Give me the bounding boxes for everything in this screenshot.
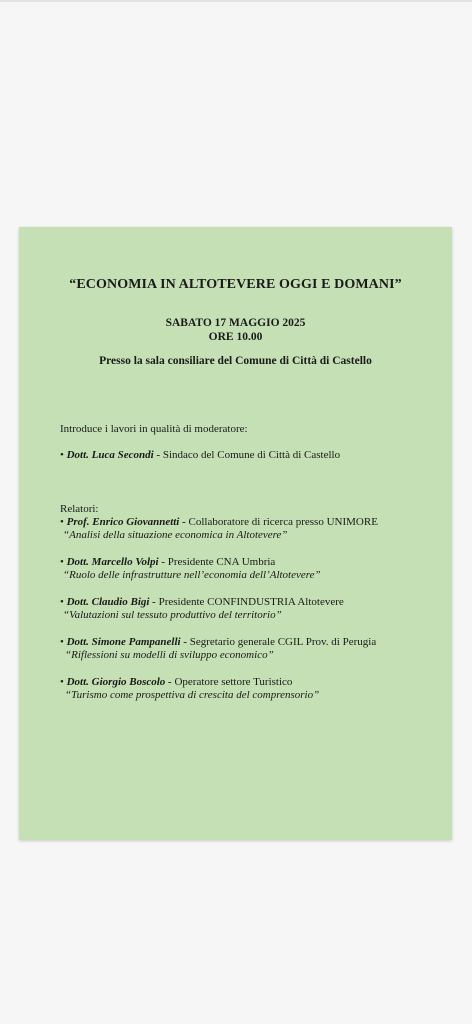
event-time: ORE 10.00	[208, 331, 263, 343]
speaker-name: Dott. Claudio Bigi -	[66, 596, 156, 608]
event-flyer	[19, 227, 452, 840]
speaker-topic: “Analisi della situazione economica in Altotevere”	[63, 529, 288, 541]
speaker-name: Dott. Marcello Volpi -	[66, 556, 165, 568]
speaker-role: Presidente CNA Umbria	[167, 556, 276, 568]
speaker-role: Collaboratore di ricerca presso UNIMORE	[188, 516, 378, 528]
speaker-name: Dott. Simone Pampanelli -	[66, 636, 188, 648]
bullet: •	[60, 636, 64, 648]
speaker-line	[60, 516, 378, 528]
speaker-role: Segretario generale CGIL Prov. di Perugia	[189, 636, 377, 648]
event-date: SABATO 17 MAGGIO 2025	[165, 317, 306, 329]
bullet: •	[60, 516, 64, 528]
moderator-role: Sindaco del Comune di Città di Castello	[162, 449, 341, 461]
speaker-name: Prof. Enrico Giovannetti -	[66, 516, 186, 528]
bullet: •	[60, 596, 64, 608]
speaker-line	[60, 676, 292, 688]
moderator-name: Dott. Luca Secondi -	[66, 449, 161, 461]
speakers-heading: Relatori:	[60, 503, 99, 515]
speaker-role: Operatore settore Turistico	[174, 676, 293, 688]
speaker-role: Presidente CONFINDUSTRIA Altotevere	[158, 596, 344, 608]
speaker-topic: “Riflessioni su modelli di sviluppo economico”	[65, 649, 274, 661]
speaker-line	[60, 636, 376, 648]
speaker-topic: “Turismo come prospettiva di crescita del comprensorio”	[65, 689, 320, 701]
top-edge	[0, 0, 472, 2]
event-title: “ECONOMIA IN ALTOTEVERE OGGI E DOMANI”	[69, 277, 402, 292]
moderator-line	[60, 449, 340, 461]
bullet: •	[60, 676, 64, 688]
bullet: •	[60, 449, 64, 461]
bullet: •	[60, 556, 64, 568]
event-venue: Presso la sala consiliare del Comune di Città di Castello	[99, 355, 372, 367]
speaker-topic: “Ruolo delle infrastrutture nell’economia dell’Altotevere”	[63, 569, 321, 581]
moderator-intro: Introduce i lavori in qualità di moderatore:	[60, 423, 248, 435]
speaker-topic: “Valutazioni sul tessuto produttivo del territorio”	[63, 609, 282, 621]
speaker-line	[60, 556, 275, 568]
speaker-name: Dott. Giorgio Boscolo -	[66, 676, 172, 688]
speaker-line	[60, 596, 344, 608]
